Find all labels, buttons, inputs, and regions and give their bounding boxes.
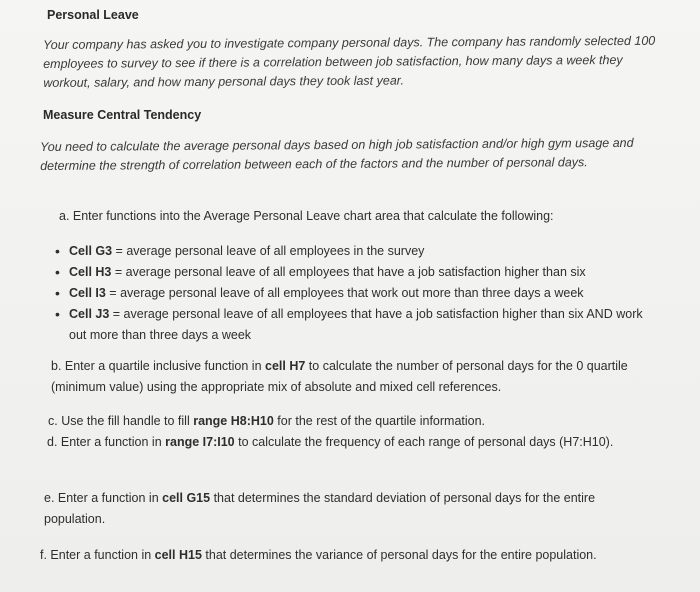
step-a: a. Enter functions into the Average Personal Leave chart area that calculate the following: [59,209,554,223]
step-text: that determines the variance of personal days for the entire population. [201,548,597,562]
step-text: c. Use the fill handle to fill [48,414,194,428]
section-intro-paragraph: You need to calculate the average personal days based on high job satisfaction and/or high gym usage and determine the strength of correlation between each of the factors and the number of personal days. [40,135,634,173]
step-text: for the rest of the quartile information. [273,414,486,428]
step-text: e. Enter a function in [44,491,163,505]
step-e [44,488,659,530]
section-title: Measure Central Tendency [43,108,202,122]
cell-reference: cell H15 [154,548,202,562]
list-item-text: = average personal leave of all employees that work out more than three days a week [105,286,584,300]
list-item-text: = average personal leave of all employees that have a job satisfaction higher than six AND work out more than three days a week [69,307,643,342]
step-b [51,356,666,398]
cell-reference: Cell H3 [69,265,112,279]
cell-reference: range I7:I10 [165,435,235,449]
step-f [40,545,640,566]
cell-reference: Cell G3 [69,244,113,258]
step-text: b. Enter a quartile inclusive function in [51,359,266,373]
intro-paragraph: Your company has asked you to investigate company personal days. The company has randomly selected 100 employees to survey to see if there is a correlation between job satisfaction, how many days a week they workout, salary, and how many personal days they took last year. [43,33,656,90]
cell-reference: cell G15 [162,491,211,505]
list-item-text: = average personal leave of all employees that have a job satisfaction higher than six [111,265,586,279]
step-d [47,432,657,453]
step-c [48,411,663,432]
cell-reference: Cell I3 [69,286,106,300]
cell-reference: Cell J3 [69,307,110,321]
step-text: to calculate the number of personal days for the 0 quartile (minimum value) using the appropriate mix of absolute and mixed cell references. [51,359,628,394]
list-item [55,283,655,304]
cell-requirements-list [55,241,655,346]
page-title: Personal Leave [47,8,139,22]
step-text: that determines the standard deviation of personal days for the entire population. [44,491,596,526]
step-text: f. Enter a function in [40,548,155,562]
step-text: d. Enter a function in [47,435,166,449]
list-item [55,262,655,283]
list-item [55,304,655,346]
step-text: to calculate the frequency of each range of personal days (H7:H10). [234,435,614,449]
list-item [55,241,655,262]
cell-reference: range H8:H10 [193,414,274,428]
cell-reference: cell H7 [265,359,306,373]
list-item-text: = average personal leave of all employees in the survey [112,244,425,258]
